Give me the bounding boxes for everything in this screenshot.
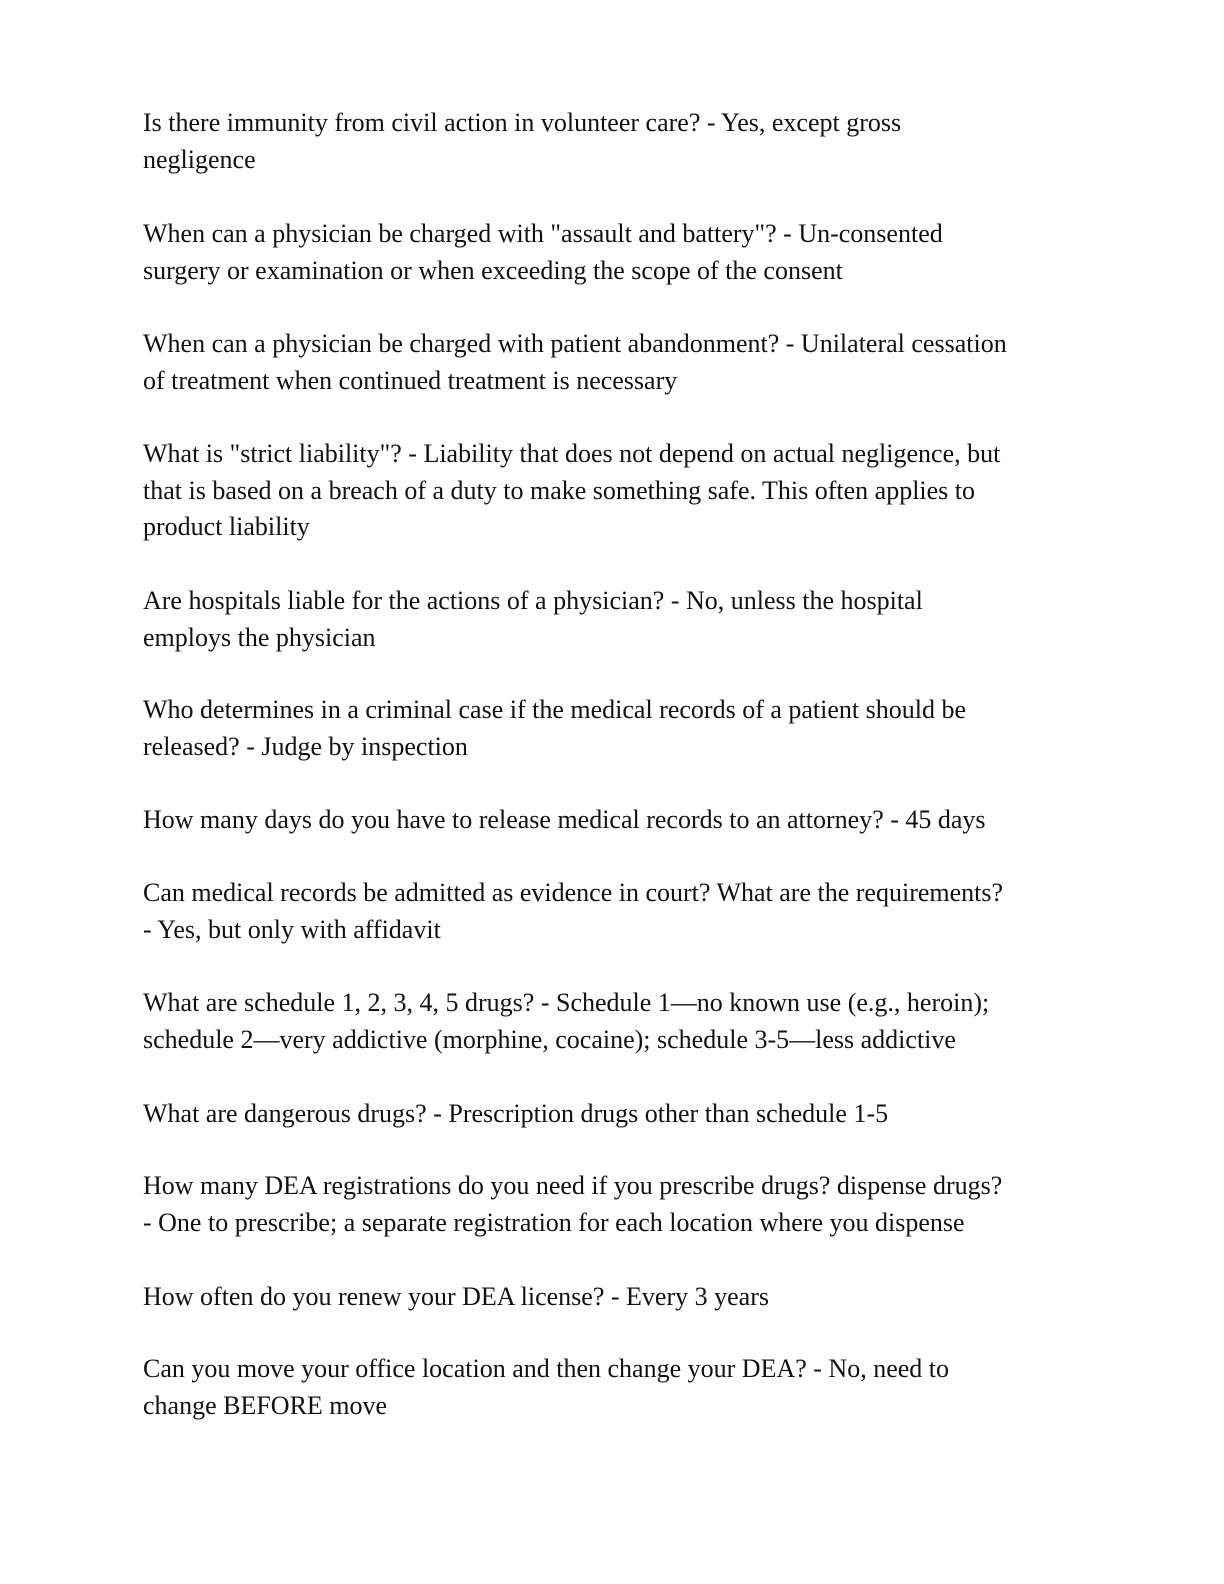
qa-patient-abandonment: When can a physician be charged with patient abandonment? - Unilateral cessation of treatment when continued treatment is necessary — [143, 329, 1007, 395]
qa-drug-schedules: What are schedule 1, 2, 3, 4, 5 drugs? - Schedule 1—no known use (e.g., heroin); schedule 2—very addictive (morphine, cocaine); schedule 3-5—less addictive — [143, 988, 990, 1054]
qa-dea-registrations: How many DEA registrations do you need if you prescribe drugs? dispense drugs? - One to prescribe; a separate registration for each location where you dispense — [143, 1171, 1003, 1237]
qa-release-days: How many days do you have to release medical records to an attorney? - 45 days — [143, 805, 986, 834]
qa-assault-and-battery: When can a physician be charged with "assault and battery"? - Un-consented surgery or examination or when exceeding the scope of the consent — [143, 219, 943, 285]
qa-volunteer-immunity: Is there immunity from civil action in volunteer care? - Yes, except gross negligence — [143, 108, 902, 174]
qa-strict-liability: What is "strict liability"? - Liability that does not depend on actual negligence, but that is based on a breach of a duty to make something safe. This often applies to product liability — [143, 439, 1001, 541]
qa-office-move: Can you move your office location and then change your DEA? - No, need to change BEFORE move — [143, 1354, 949, 1420]
qa-criminal-case-records: Who determines in a criminal case if the medical records of a patient should be released? - Judge by inspection — [143, 695, 967, 761]
qa-dea-renewal: How often do you renew your DEA license? - Every 3 years — [143, 1282, 769, 1311]
qa-hospital-liability: Are hospitals liable for the actions of a physician? - No, unless the hospital employs the physician — [143, 586, 923, 652]
qa-dangerous-drugs: What are dangerous drugs? - Prescription drugs other than schedule 1-5 — [143, 1099, 889, 1128]
qa-records-as-evidence: Can medical records be admitted as evidence in court? What are the requirements? - Yes, but only with affidavit — [143, 878, 1004, 944]
